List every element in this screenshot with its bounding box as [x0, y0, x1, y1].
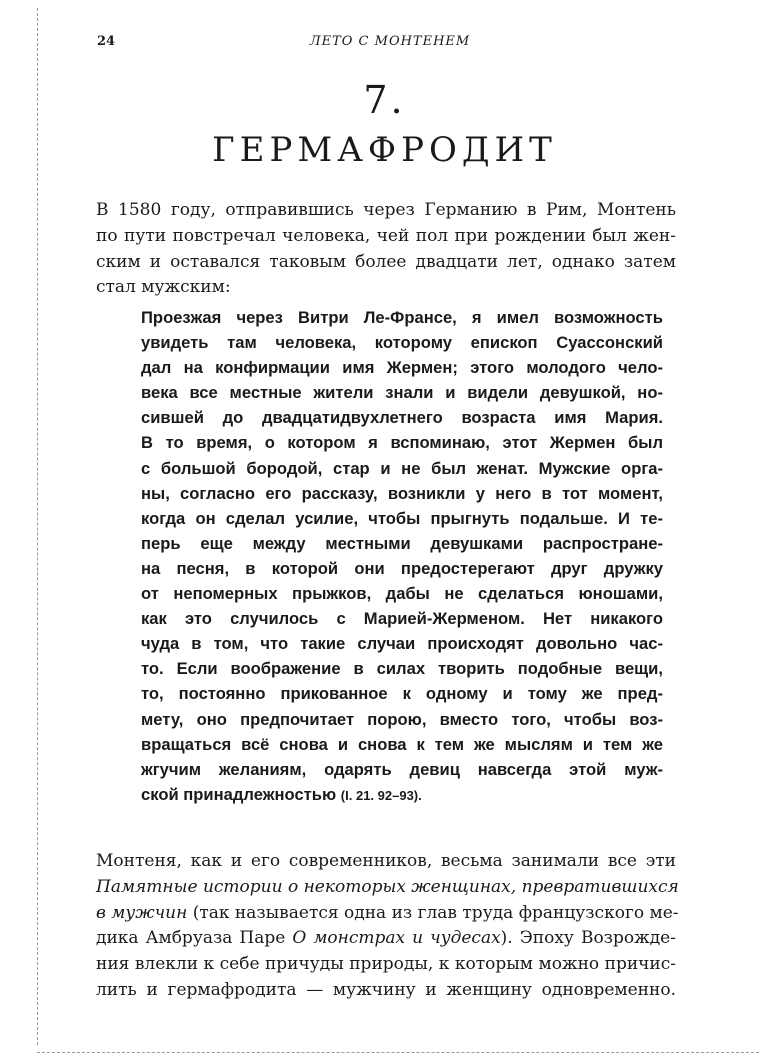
page-number: 24 [97, 34, 116, 49]
book-title: О монстрах и чудесах [292, 928, 501, 949]
text-line: ским и оставался таковым более двадцати лет, однако затем [96, 251, 676, 272]
block-quote [141, 305, 663, 808]
quote-text: ской принадлежностью [141, 784, 337, 804]
quote-line: то. Если воображение в силах творить подобные вещи, [141, 659, 663, 679]
intro-paragraph [96, 198, 676, 301]
text-segment: (так называется одна из глав труда французского ме- [187, 902, 679, 923]
quote-line: с большой бородой, стар и не был женат. Мужские орга- [141, 458, 663, 478]
quote-line: чуда в том, что такие случаи происходят довольно час- [141, 634, 663, 654]
quote-line: как это случилось с Марией-Жерменом. Нет никакого [141, 609, 663, 629]
text-line: стал мужским: [96, 277, 231, 298]
quote-line: на песня, в которой они предостерегают друг дружку [141, 558, 663, 578]
quote-last-line [141, 782, 663, 808]
quote-line: вращаться всё снова и снова к тем же мыслям и тем же [141, 734, 663, 754]
book-title-line: Памятные истории о некоторых женщинах, превратившихся [96, 876, 679, 897]
chapter-number: 7. [363, 78, 406, 122]
quote-line: от непомерных прыжков, дабы не сделаться юношами, [141, 584, 663, 604]
quote-line: то, постоянно прикованное к одному и тому же пред- [141, 684, 663, 704]
book-title: в мужчин [96, 902, 188, 923]
text-line: по пути повстречал человека, чей пол при рождении был жен- [96, 225, 676, 246]
text-line [96, 926, 676, 952]
quote-line: дал на конфирмации имя Жермен; этого молодого чело- [141, 358, 663, 378]
second-paragraph [96, 849, 679, 1004]
quote-line: мету, оно предпочитает порою, вместо того, чтобы воз- [141, 709, 663, 729]
text-segment: ). Эпоху Возрожде- [500, 928, 676, 949]
text-line: ния влекли к себе причуды природы, к которым можно причис- [96, 954, 676, 975]
quote-line: Проезжая через Витри Ле-Франсе, я имел возможность [141, 308, 663, 327]
quote-line: ны, согласно его рассказу, возникли у него в тот момент, [141, 483, 663, 503]
quote-line: сившей до двадцатидвухлетнего возраста имя Мария. [141, 408, 663, 428]
running-title: ЛЕТО С МОНТЕНЕМ [309, 34, 471, 49]
quote-line: В то время, о котором я вспоминаю, этот Жермен был [141, 433, 663, 453]
citation: (I. 21. 92–93). [340, 787, 422, 803]
text-line [96, 901, 679, 927]
quote-line: увидеть там человека, которому епископ Суассонский [141, 333, 663, 353]
text-segment: дика Амбруаза Паре [96, 928, 293, 949]
quote-line: перь еще между местными девушками распростране- [141, 533, 663, 553]
crop-guide-bottom [37, 1052, 759, 1053]
quote-line: века все местные жители знали и видели девушкой, но- [141, 383, 663, 403]
quote-line: жгучим желаниям, одарять девиц навсегда этой муж- [141, 759, 663, 779]
quote-line: когда он сделал усилие, чтобы прыгнуть подальше. И те- [141, 508, 663, 528]
text-line: лить и гермафродита — мужчину и женщину одновременно. [96, 979, 676, 1000]
text-line: Монтеня, как и его современников, весьма занимали все эти [96, 851, 676, 871]
chapter-title: ГЕРМАФРОДИТ [212, 130, 557, 170]
text-line: В 1580 году, отправившись через Германию в Рим, Монтень [96, 200, 676, 220]
